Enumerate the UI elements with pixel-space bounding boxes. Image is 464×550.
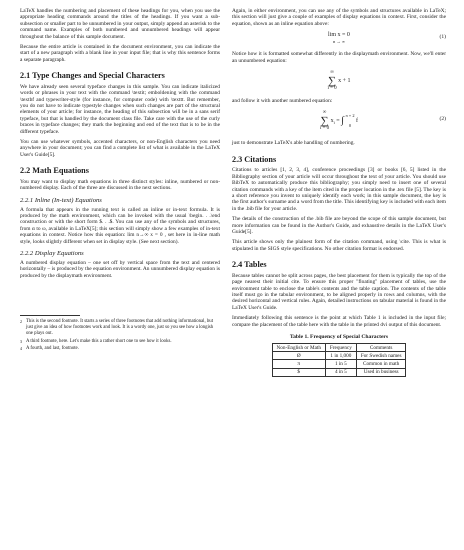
footnote-text: A fourth, and last, footnote.: [26, 346, 79, 352]
sigma-icon: ∑: [328, 74, 336, 87]
table-cell: 4 in 5: [325, 368, 356, 376]
sum-term: x + 1: [338, 77, 351, 84]
paragraph: A numbered display equation – one set off by vertical space from the text and centered horizontally – is produced by the equation environment. An unnumbered display equation is produced by the displaymath environment.: [20, 259, 220, 279]
sum-lower: i = 0: [319, 125, 330, 131]
table-header: Non-English or Math: [272, 343, 325, 351]
int-lower: 0: [348, 122, 352, 128]
footnote-rule: [20, 315, 80, 316]
table-caption: Table 1. Frequency of Special Characters: [289, 333, 389, 340]
paragraph: Immediately following this sentence is the point at which Table 1 is included in the input file; compare the placement of the table here with the table in the printed dvi output of this document.: [232, 315, 446, 328]
eq2-equals: =: [336, 118, 342, 125]
table-row: [272, 368, 406, 376]
paragraph: Citations to articles [1, 2, 3, 4], conference proceedings [3] or books [6, 5] listed in the Bibliography section of your article will occur throughout the text of your article. You should use BibTeX to automatically produce this bibliography; you simply need to insert one of several citation commands with a key of the item cited in the proper location in the .tex file [5]. The key is a short reference you invent to uniquely identify each work; in this sample document, the key is the first author's surname and a word from the title. This identifying key is included with each item in the .bib file for your article.: [232, 167, 446, 212]
paragraph: Because tables cannot be split across pages, the best placement for them is typically the top of the page nearest their initial cite. To ensure this proper "floating" placement of tables, use the environment table to enclose the table's contents and the table caption. The contents of the table itself must go in the tabular environment, to be aligned properly in rows and columns, with the desired horizontal and vertical rules. Again, detailed instructions on tabular material is found in the LaTeX User's Guide.: [232, 272, 446, 311]
equation-lim-sub: n → ∞: [333, 38, 345, 44]
footnote-text: A third footnote, here. Let's make this a rather short one to see how it looks.: [26, 338, 172, 344]
footnote-mark: 3: [20, 338, 22, 344]
equation-number: (1): [439, 34, 446, 41]
equation-2: ∞ ∑ i = 0 $x_i$ = ∫ π + 2 0 f (2): [319, 110, 446, 131]
right-column: [232, 8, 446, 377]
paragraph: You may want to display math equations in three distinct styles: inline, numbered or non-numbered display. Each of the three are discussed in the next sections.: [20, 178, 220, 192]
footnote-text: This is the second footnote. It starts a series of three footnotes that add nothing informational, but just give an idea of how footnotes work and look. It is a wordy one, just so you see how a longish one plays out.: [26, 319, 214, 336]
paragraph: LaTeX handles the numbering and placement of these headings for you, when you use the appropriate heading commands around the titles of the headings. If you want a sub-subsection or smaller part to be unnumbered in your output, simply append an asterisk to the command name. Examples of both numbered and unnumbered headings will appear throughout the balance of this sample document.: [20, 8, 220, 40]
equation-lim: lim x = 0: [328, 32, 350, 39]
paragraph: and follow it with another numbered equation:: [232, 98, 333, 105]
section-heading-2-3: 2.3 Citations: [232, 154, 277, 164]
table-row: [272, 352, 406, 360]
paragraph: just to demonstrate LaTeX's able handling of numbering.: [232, 140, 355, 147]
footnote-mark: 4: [20, 346, 22, 352]
table-row: [272, 360, 406, 368]
paragraph: Because the entire article is contained in the document environment, you can indicate the start of a new paragraph with a blank line in your input file; that is why this sentence forms a separate paragraph.: [20, 44, 220, 63]
footnote-mark: 2: [20, 319, 22, 325]
sum-lower: i = 0: [327, 85, 337, 91]
table-cell: $: [272, 368, 325, 376]
subsection-heading-2-2-1: 2.2.1 Inline (In-text) Equations: [20, 196, 102, 204]
paragraph: You can use whatever symbols, accented characters, or non-English characters you need anywhere in your document; you can find a complete list of what is available in the LaTeX User's Guide[5].: [20, 139, 220, 158]
table-cell: π: [272, 360, 325, 368]
table-cell: Ø: [272, 352, 325, 360]
equation-number: (2): [439, 116, 446, 123]
section-heading-2-2: 2.2 Math Equations: [20, 166, 89, 176]
table-header-row: [272, 343, 406, 351]
eq2-rhs: f: [356, 118, 359, 125]
equation-1: [232, 31, 446, 47]
footnote: [20, 339, 220, 345]
paragraph: A formula that appears in the running text is called an inline or in-text formula. It is produced by the math environment, which can be invoked with the usual \begin. . .\end construction or with the short form $. . .$. You can use any of the symbols and structures, from α to ω, available in LaTeX[5]; this section will simply show a few examples of in-text equations in context. Notice how this equation: lim n→∞ x = 0 , set here in in-line math style, looks slightly different when set in display style. (See next section).: [20, 206, 220, 245]
frequency-table: [272, 343, 407, 377]
section-heading-2-4: 2.4 Tables: [232, 260, 267, 270]
paragraph: We have already seen several typeface changes in this sample. You can indicate italicized words or phrases in your text with the command \textit; emboldening with the command \textbf and typewriter-style (for instance, for computer code) with \texttt. But remember, you do not have to indicate typestyle changes when such changes are part of the structural elements of your article; for instance, the heading of this subsection will be in a sans serif typeface, but that is handled by the document class file. Take care with the use of the curly braces in typeface changes; they mark the beginning and end of the text that is to be in the different typeface.: [20, 83, 220, 135]
table-cell: 1 in 5: [325, 360, 356, 368]
footnote: [20, 319, 220, 336]
table-cell: Used in business: [356, 368, 406, 376]
table-header: Comments: [356, 343, 406, 351]
int-upper: π + 2: [345, 113, 355, 119]
equation-unnumbered: [232, 68, 446, 94]
footnote: [20, 346, 220, 352]
table-cell: For Swedish names: [356, 352, 406, 360]
paragraph: Again, in either environment, you can use any of the symbols and structures available in LaTeX; this section will just give a couple of examples of display equations in context. First, consider the equation, shown as an inline equation above:: [232, 8, 446, 27]
sum-upper: ∞: [330, 70, 334, 76]
sum-upper: ∞: [322, 110, 327, 116]
left-column: [20, 8, 220, 354]
sigma-icon: ∑: [320, 114, 329, 127]
subsection-heading-2-2-2: 2.2.2 Display Equations: [20, 249, 84, 257]
paragraph: This article shows only the plainest form of the citation command, using \cite. This is what is stipulated in the SIGS style specifications. No other citation format is endorsed.: [232, 239, 446, 252]
eq2-lhs: x: [330, 118, 334, 125]
section-heading-2-1: 2.1 Type Changes and Special Characters: [20, 71, 165, 81]
table-cell: Common in math: [356, 360, 406, 368]
paragraph: Notice how it is formatted somewhat differently in the displaymath environment. Now, we'll enter an unnumbered equation:: [232, 51, 446, 64]
table-header: Frequency: [325, 343, 356, 351]
integral-icon: ∫: [341, 115, 344, 127]
table-cell: 1 in 1,000: [325, 352, 356, 360]
paragraph: The details of the construction of the .bib file are beyond the scope of this sample document, but more information can be found in the Author's Guide, and exhaustive details in the LaTeX User's Guide[5].: [232, 216, 446, 235]
